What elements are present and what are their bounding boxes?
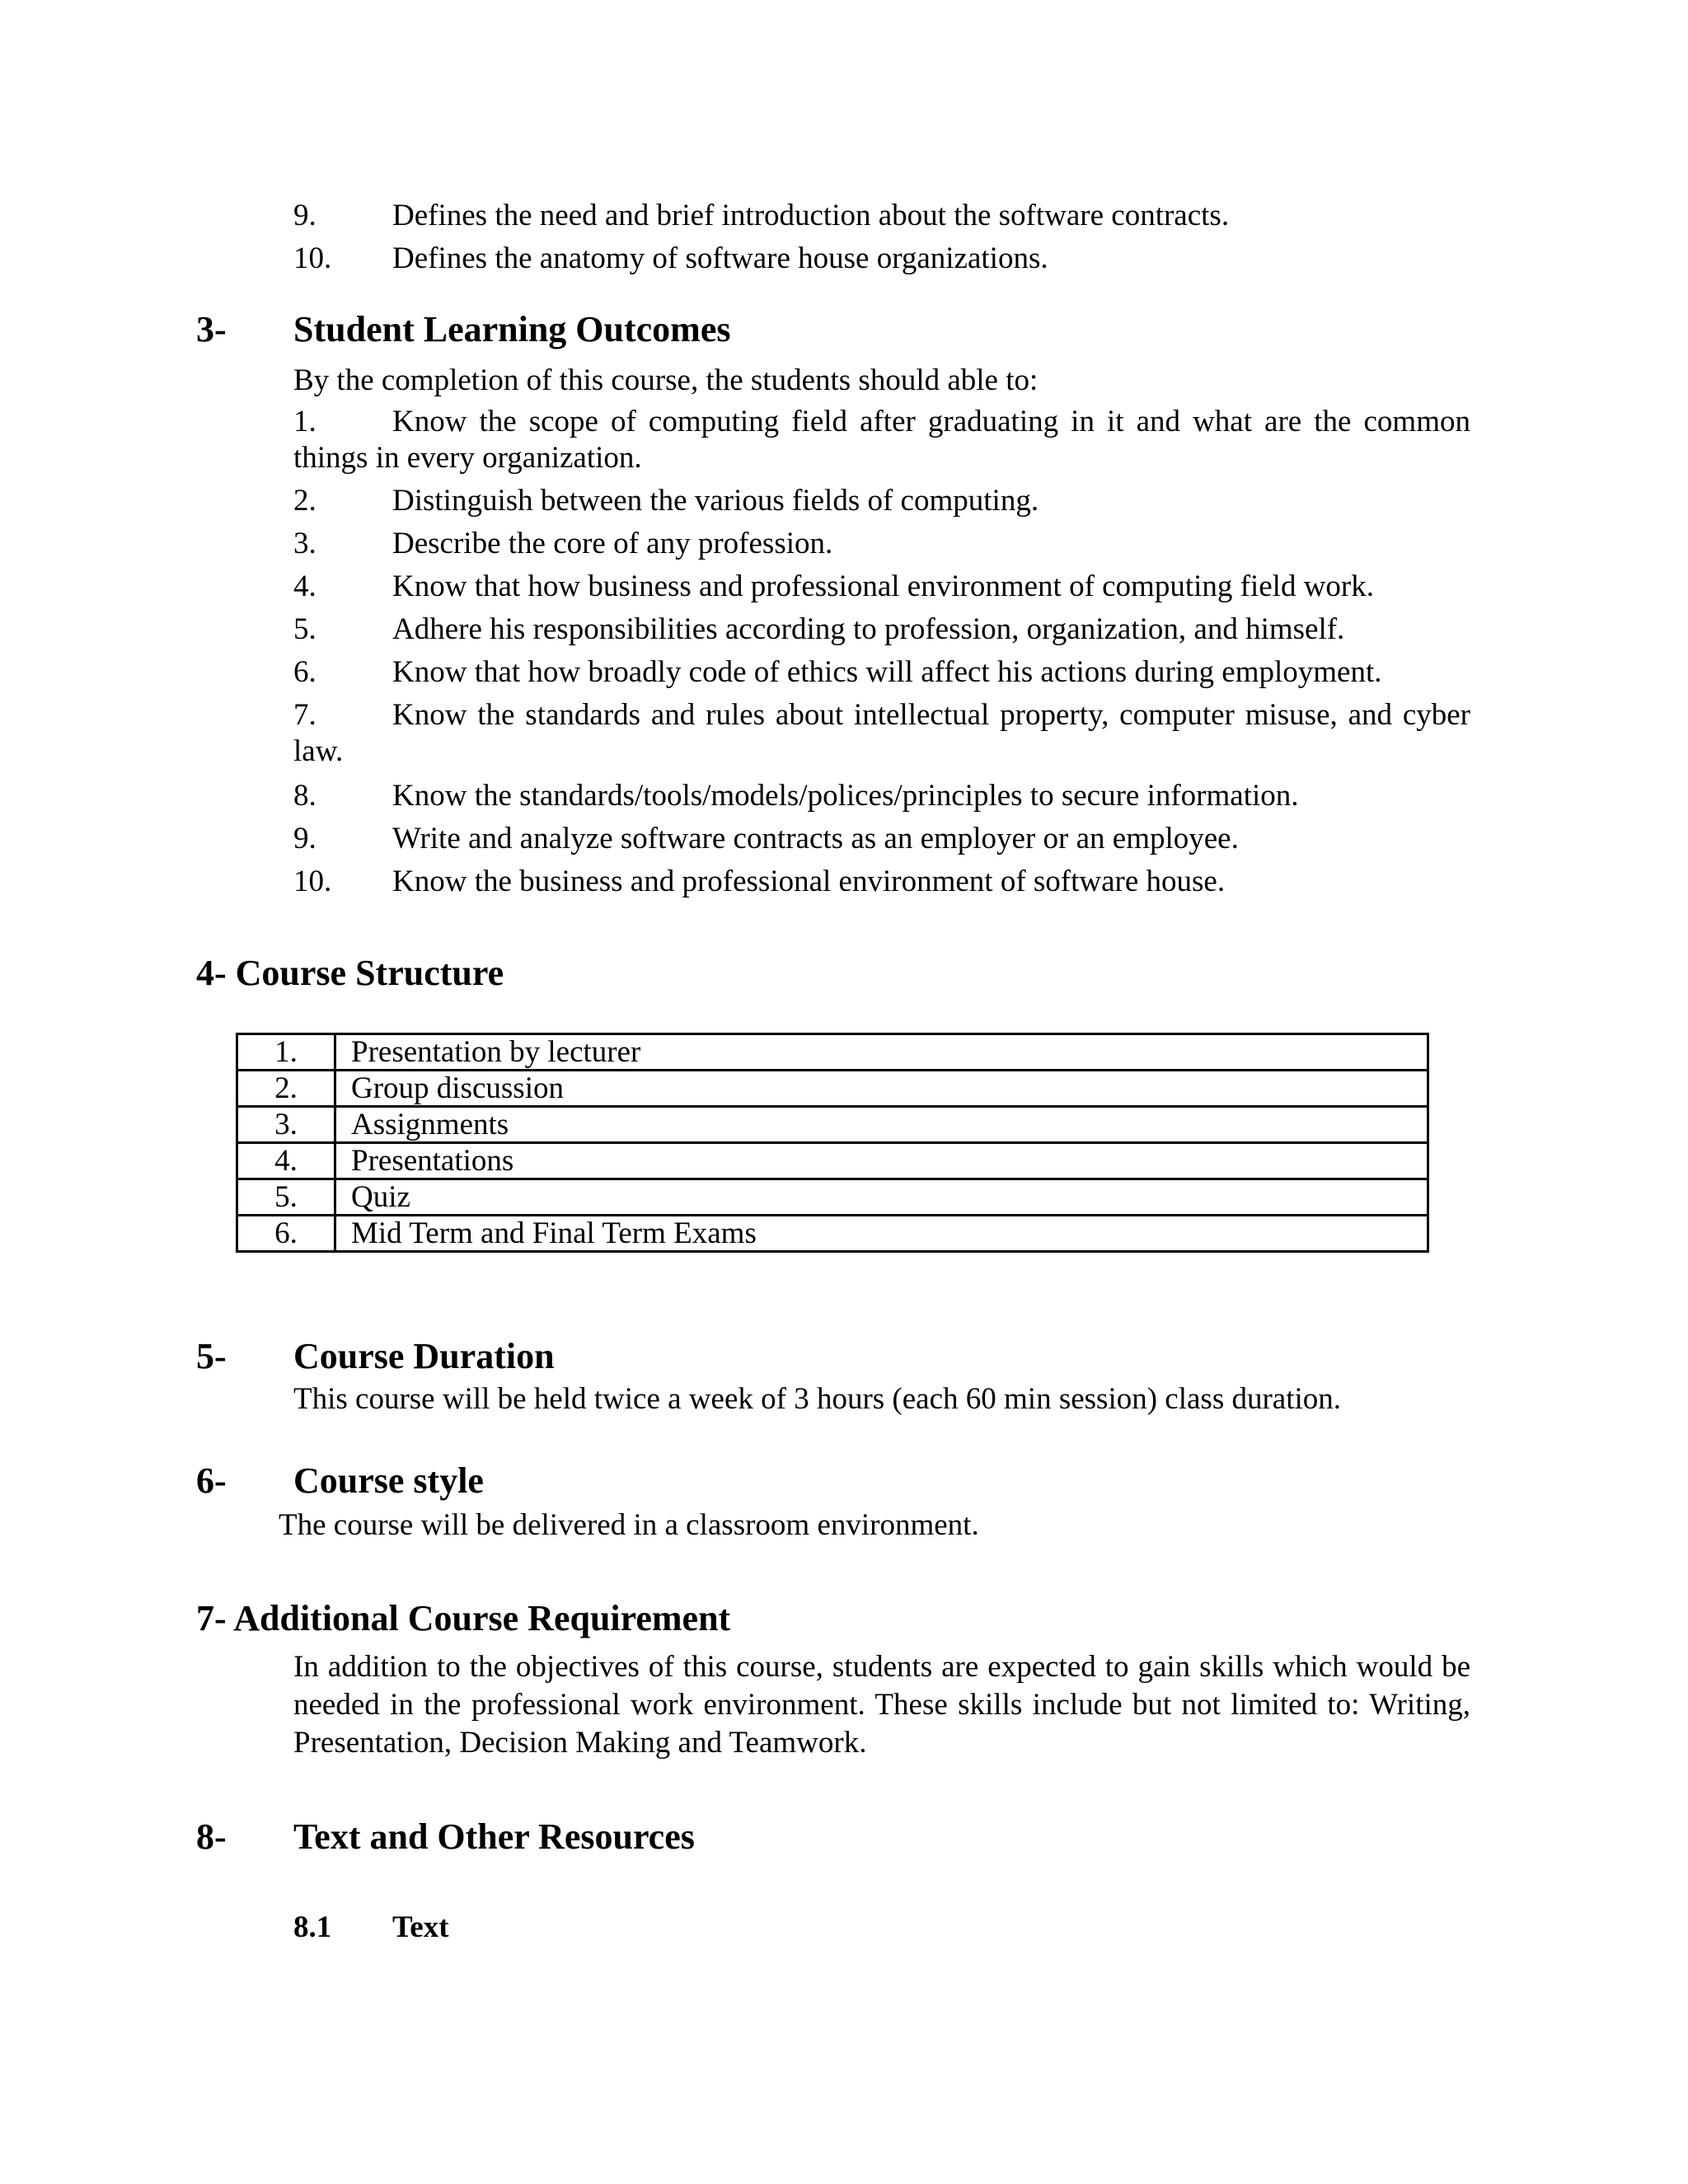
slo-item-text: Know the scope of computing field after graduating in it and what are the common things in every organization. bbox=[293, 405, 1470, 475]
duration-text: This course will be held twice a week of 3 hours (each 60 min session) class duration. bbox=[293, 1382, 1342, 1416]
table-cell-number: 2. bbox=[237, 1071, 335, 1107]
section-6-heading: Course style bbox=[293, 1460, 484, 1501]
slo-item-text: Write and analyze software contracts as an employer or an employee. bbox=[392, 822, 1239, 855]
table-cell-text: Presentations bbox=[335, 1143, 1428, 1179]
slo-item-text: Know the standards and rules about intellectual property, computer misuse, and cyber law. bbox=[293, 698, 1470, 768]
slo-item-text: Know that how business and professional environment of computing field work. bbox=[392, 569, 1374, 603]
table-row bbox=[237, 1034, 1428, 1071]
slo-item-number: 9. bbox=[293, 822, 316, 855]
section-5-heading: Course Duration bbox=[293, 1336, 555, 1376]
slo-item-number: 2. bbox=[293, 484, 316, 518]
slo-item-text: Know that how broadly code of ethics will affect his actions during employment. bbox=[392, 655, 1382, 689]
table-cell-text: Quiz bbox=[335, 1179, 1428, 1216]
section-7-heading: 7- Additional Course Requirement bbox=[196, 1598, 731, 1638]
section-3-number: 3- bbox=[196, 309, 227, 349]
table-cell-number: 6. bbox=[237, 1216, 335, 1252]
section-8-number: 8- bbox=[196, 1816, 227, 1857]
slo-item-number: 4. bbox=[293, 569, 316, 603]
slo-item-text: Know the business and professional environment of software house. bbox=[392, 865, 1226, 898]
section-4-heading: 4- Course Structure bbox=[196, 953, 504, 993]
slo-item-number: 1. bbox=[293, 405, 316, 438]
slo-item-number: 5. bbox=[293, 612, 316, 646]
slo-item-number: 8. bbox=[293, 779, 316, 813]
style-text: The course will be delivered in a classroom environment. bbox=[279, 1508, 979, 1542]
slo-item-number: 7. bbox=[293, 698, 316, 732]
table-cell-number: 3. bbox=[237, 1107, 335, 1143]
slo-item bbox=[293, 697, 1470, 770]
table-cell-number: 1. bbox=[237, 1034, 335, 1071]
table-row bbox=[237, 1216, 1428, 1252]
table-cell-text: Mid Term and Final Term Exams bbox=[335, 1216, 1428, 1252]
slo-item-text: Adhere his responsibilities according to profession, organization, and himself. bbox=[392, 612, 1345, 646]
slo-intro: By the completion of this course, the students should able to: bbox=[293, 363, 1039, 397]
table-cell-text: Presentation by lecturer bbox=[335, 1034, 1428, 1071]
slo-item-text: Know the standards/tools/models/polices/principles to secure information. bbox=[392, 779, 1299, 813]
course-structure-table bbox=[236, 1033, 1429, 1253]
intro-item-text: Defines the anatomy of software house organizations. bbox=[392, 241, 1048, 275]
subsection-8-1-number: 8.1 bbox=[293, 1910, 332, 1944]
subsection-8-1-heading: Text bbox=[392, 1910, 449, 1944]
table-cell-number: 5. bbox=[237, 1179, 335, 1216]
additional-text: In addition to the objectives of this course, students are expected to gain skills which would be needed in the professional work environment. These skills include but not limited to: Writing, Presentation, Decision Making and Teamwork. bbox=[293, 1650, 1470, 1760]
slo-item-number: 10. bbox=[293, 865, 332, 898]
table-row bbox=[237, 1107, 1428, 1143]
intro-item-number: 9. bbox=[293, 199, 316, 232]
section-3-heading: Student Learning Outcomes bbox=[293, 309, 731, 349]
table-row bbox=[237, 1071, 1428, 1107]
table-cell-text: Group discussion bbox=[335, 1071, 1428, 1107]
slo-item-text: Describe the core of any profession. bbox=[392, 527, 833, 560]
slo-item-text: Distinguish between the various fields of computing. bbox=[392, 484, 1039, 518]
intro-item-number: 10. bbox=[293, 241, 332, 275]
table-row bbox=[237, 1143, 1428, 1179]
section-6-number: 6- bbox=[196, 1460, 227, 1501]
section-5-number: 5- bbox=[196, 1336, 227, 1376]
table-cell-text: Assignments bbox=[335, 1107, 1428, 1143]
slo-item-number: 3. bbox=[293, 527, 316, 560]
section-8-heading: Text and Other Resources bbox=[293, 1816, 695, 1857]
slo-item-number: 6. bbox=[293, 655, 316, 689]
table-cell-number: 4. bbox=[237, 1143, 335, 1179]
intro-item-text: Defines the need and brief introduction about the software contracts. bbox=[392, 199, 1230, 232]
slo-item bbox=[293, 404, 1470, 476]
table-row bbox=[237, 1179, 1428, 1216]
